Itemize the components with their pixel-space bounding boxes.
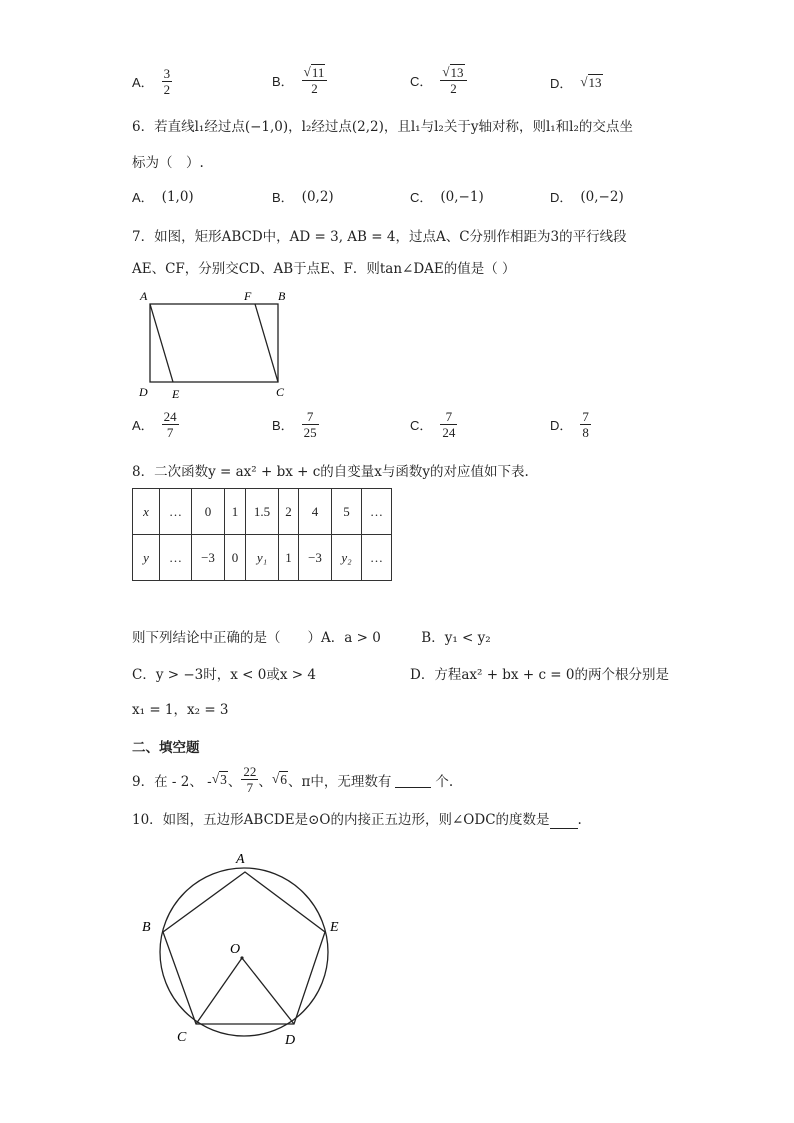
label-a: A: [236, 852, 245, 867]
q7-option-c[interactable]: C． $\frac{7}{24}$: [410, 409, 456, 440]
pentagon-abcde: [163, 872, 325, 1024]
label-b: B: [278, 289, 286, 303]
q8-option-d-roots: x₁ = 1，x₂ = 3: [132, 702, 229, 718]
table-cell: 0: [225, 535, 246, 581]
sqrt: √ 13: [442, 64, 464, 80]
q7-stem-line1: 7．如图，矩形ABCD中，AD = 3, AB = 4，过点A、C分别作相距为3的平行线段: [132, 229, 627, 245]
answer-blank[interactable]: [550, 812, 578, 829]
table-cell: 2: [279, 489, 299, 535]
fraction: √ 13 2: [440, 64, 466, 96]
label-f: F: [244, 289, 252, 303]
label-c: C: [177, 1030, 187, 1045]
q10-stem: 10．如图，五边形ABCDE是⊙O的内接正五边形，则∠ODC的度数是 .: [132, 812, 582, 828]
sqrt: √ 6: [271, 771, 288, 787]
table-cell: y₂: [332, 535, 362, 581]
label-c: C: [276, 385, 285, 399]
q8-stem: 8．二次函数y = ax² + bx + c的自变量x与函数y的对应值如下表.: [132, 464, 529, 480]
answer-blank[interactable]: [395, 771, 431, 788]
fraction: $\frac{22}{7}$: [243, 764, 257, 795]
table-row-x: [133, 489, 392, 535]
q5-option-d[interactable]: [550, 73, 603, 92]
sqrt: √ 11: [303, 64, 325, 80]
fraction: $\frac{3}{2}$: [163, 66, 171, 97]
option-label: C．: [410, 73, 433, 89]
table-cell: 4: [299, 489, 332, 535]
table-cell: 0: [192, 489, 225, 535]
option-label: D．: [550, 76, 573, 91]
label-e: E: [330, 920, 339, 935]
q7-option-d[interactable]: D． $\frac{7}{8}$: [550, 409, 589, 440]
table-cell: x: [133, 489, 160, 535]
q6-option-d[interactable]: D． (0,−2): [550, 188, 624, 205]
q7-stem-line2: AE、CF，分别交CD、AB于点E、F．则tan∠DAE的值是（ ）: [132, 261, 516, 277]
q8-option-d[interactable]: D．方程ax² + bx + c = 0的两个根分别是: [410, 667, 669, 683]
rectangle-figure: [130, 286, 300, 401]
q9-stem: 9．在 - 2、 - √ 3 、 $\frac{22}{7}$ 、 √ 6 、π中，无理数有 个.: [132, 764, 454, 795]
q6-stem-line1: 6．若直线l₁经过点(−1,0)，l₂经过点(2,2)，且l₁与l₂关于y轴对称，则l₁和l₂的交点坐: [132, 119, 633, 135]
fraction: $\frac{24}{7}$: [163, 409, 177, 440]
sqrt: √ 13: [580, 74, 602, 90]
table-cell: −3: [192, 535, 225, 581]
table-cell: 1: [279, 535, 299, 581]
table-row-y: [133, 535, 392, 581]
q7-option-b[interactable]: B． $\frac{7}{25}$: [272, 409, 317, 440]
table-cell: …: [362, 489, 392, 535]
section-title: 二、填空题: [132, 740, 200, 755]
label-a: A: [140, 289, 148, 303]
q8-prompt-and-options-ab: 则下列结论中正确的是（ ）A．a > 0 B．y₁ < y₂: [132, 630, 491, 646]
value-table: [132, 488, 392, 581]
q5-option-b[interactable]: [272, 64, 327, 96]
center-point: [240, 956, 243, 959]
label-b: B: [142, 920, 151, 935]
option-label: A．: [132, 75, 154, 90]
pentagon-circle-figure: [135, 848, 355, 1048]
option-label: B．: [272, 73, 294, 89]
q7-option-a[interactable]: A． $\frac{24}{7}$: [132, 409, 177, 440]
label-d: D: [139, 385, 148, 399]
fraction: $\frac{7}{8}$: [582, 409, 589, 440]
table-cell: 1: [225, 489, 246, 535]
table-cell: …: [160, 535, 192, 581]
segment-ae: [150, 304, 173, 382]
fraction: $\frac{7}{25}$: [303, 409, 317, 440]
circle-o: [160, 868, 328, 1036]
table-cell: 1.5: [246, 489, 279, 535]
segment-cf: [255, 304, 278, 382]
label-d: D: [285, 1033, 296, 1048]
q6-option-c[interactable]: C． (0,−1): [410, 188, 484, 205]
q8-option-c[interactable]: C．y > −3时，x < 0或x > 4: [132, 667, 316, 683]
table-cell: …: [160, 489, 192, 535]
fraction: √ 11 2: [302, 64, 328, 96]
table-cell: y: [133, 535, 160, 581]
q5-option-c[interactable]: [410, 64, 467, 96]
q6-stem-line2: 标为（ ）.: [132, 155, 204, 171]
q6-option-b[interactable]: B． (0,2): [272, 188, 334, 205]
table-cell: 5: [332, 489, 362, 535]
table-cell: …: [362, 535, 392, 581]
segment-oc: [196, 958, 242, 1024]
label-o: O: [230, 942, 241, 957]
q5-option-a[interactable]: [132, 66, 172, 97]
table-cell: y₁: [246, 535, 279, 581]
segment-od: [242, 958, 294, 1024]
table-cell: −3: [299, 535, 332, 581]
sqrt: √ 3: [211, 771, 227, 787]
fraction: $\frac{7}{24}$: [442, 409, 456, 440]
q6-option-a[interactable]: A． (1,0): [132, 188, 194, 205]
label-e: E: [172, 387, 180, 401]
